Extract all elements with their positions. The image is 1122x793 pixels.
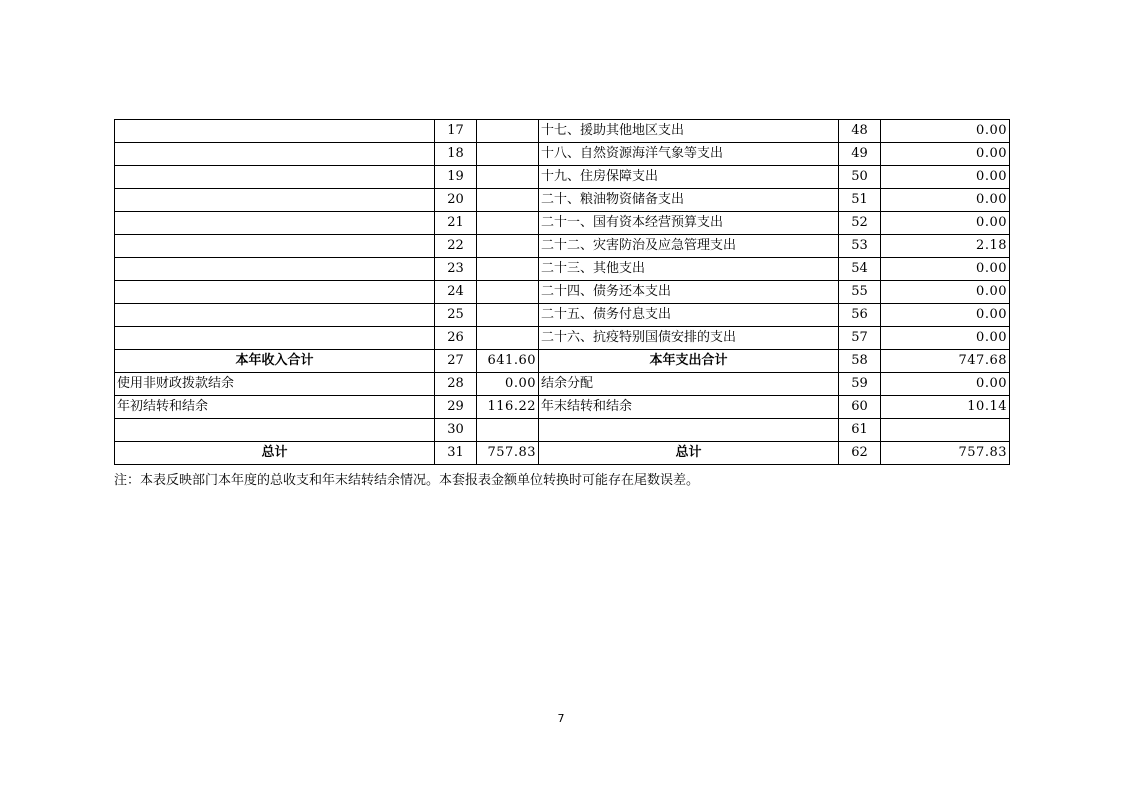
table-row [115, 373, 1010, 396]
income-line-number-cell: 26 [435, 327, 477, 350]
table-row [115, 442, 1010, 465]
table-row [115, 258, 1010, 281]
expense-line-number-cell: 51 [839, 189, 881, 212]
income-item-cell [115, 235, 435, 258]
income-line-number-cell: 30 [435, 419, 477, 442]
expense-amount-cell: 0.00 [881, 189, 1010, 212]
income-line-number-cell: 18 [435, 143, 477, 166]
expense-item-cell: 十七、援助其他地区支出 [539, 120, 839, 143]
expense-item-cell: 二十六、抗疫特别国债安排的支出 [539, 327, 839, 350]
expense-line-number-cell: 52 [839, 212, 881, 235]
income-line-number-cell: 17 [435, 120, 477, 143]
income-amount-cell [477, 304, 539, 327]
expense-item-cell: 二十、粮油物资储备支出 [539, 189, 839, 212]
expense-line-number-cell: 55 [839, 281, 881, 304]
expense-line-number-cell: 62 [839, 442, 881, 465]
expense-line-number-cell: 59 [839, 373, 881, 396]
income-item-cell [115, 189, 435, 212]
expense-amount-cell: 0.00 [881, 120, 1010, 143]
expense-line-number-cell: 54 [839, 258, 881, 281]
expense-line-number-cell: 60 [839, 396, 881, 419]
income-item-cell [115, 212, 435, 235]
expense-item-cell [539, 419, 839, 442]
table-row [115, 327, 1010, 350]
income-amount-cell [477, 212, 539, 235]
income-amount-cell [477, 166, 539, 189]
expense-amount-cell: 0.00 [881, 327, 1010, 350]
income-item-cell [115, 419, 435, 442]
table-row [115, 350, 1010, 373]
expense-line-number-cell: 56 [839, 304, 881, 327]
table-row [115, 166, 1010, 189]
expense-line-number-cell: 50 [839, 166, 881, 189]
income-item-cell [115, 304, 435, 327]
income-line-number-cell: 25 [435, 304, 477, 327]
expense-item-cell: 二十四、债务还本支出 [539, 281, 839, 304]
income-amount-cell [477, 327, 539, 350]
income-line-number-cell: 24 [435, 281, 477, 304]
income-line-number-cell: 31 [435, 442, 477, 465]
expense-item-cell: 二十五、债务付息支出 [539, 304, 839, 327]
income-line-number-cell: 19 [435, 166, 477, 189]
income-item-cell [115, 258, 435, 281]
income-line-number-cell: 23 [435, 258, 477, 281]
expense-amount-cell: 0.00 [881, 281, 1010, 304]
expense-amount-cell: 0.00 [881, 304, 1010, 327]
table-row [115, 212, 1010, 235]
income-amount-cell: 757.83 [477, 442, 539, 465]
expense-line-number-cell: 57 [839, 327, 881, 350]
income-amount-cell [477, 189, 539, 212]
expense-line-number-cell: 53 [839, 235, 881, 258]
income-amount-cell [477, 419, 539, 442]
expense-amount-cell: 2.18 [881, 235, 1010, 258]
expense-item-cell: 总计 [539, 442, 839, 465]
income-amount-cell: 116.22 [477, 396, 539, 419]
table-row [115, 304, 1010, 327]
income-item-cell: 总计 [115, 442, 435, 465]
expense-line-number-cell: 49 [839, 143, 881, 166]
table-row [115, 396, 1010, 419]
income-line-number-cell: 28 [435, 373, 477, 396]
expense-line-number-cell: 61 [839, 419, 881, 442]
table-row [115, 281, 1010, 304]
income-amount-cell: 0.00 [477, 373, 539, 396]
income-amount-cell [477, 120, 539, 143]
expense-amount-cell: 747.68 [881, 350, 1010, 373]
expense-item-cell: 年末结转和结余 [539, 396, 839, 419]
income-item-cell: 使用非财政拨款结余 [115, 373, 435, 396]
income-line-number-cell: 20 [435, 189, 477, 212]
expense-line-number-cell: 58 [839, 350, 881, 373]
expense-item-cell: 十八、自然资源海洋气象等支出 [539, 143, 839, 166]
income-line-number-cell: 29 [435, 396, 477, 419]
expense-item-cell: 二十一、国有资本经营预算支出 [539, 212, 839, 235]
expense-amount-cell [881, 419, 1010, 442]
expense-item-cell: 十九、住房保障支出 [539, 166, 839, 189]
budget-summary-table [114, 119, 1010, 465]
table-row [115, 189, 1010, 212]
table-body [115, 120, 1010, 465]
income-item-cell [115, 281, 435, 304]
table-footnote: 注：本表反映部门本年度的总收支和年末结转结余情况。本套报表金额单位转换时可能存在尾数误差。 [114, 473, 700, 488]
expense-amount-cell: 757.83 [881, 442, 1010, 465]
expense-item-cell: 二十三、其他支出 [539, 258, 839, 281]
expense-amount-cell: 0.00 [881, 143, 1010, 166]
expense-line-number-cell: 48 [839, 120, 881, 143]
table-row [115, 143, 1010, 166]
expense-amount-cell: 0.00 [881, 166, 1010, 189]
page-number: 7 [557, 712, 565, 725]
income-item-cell [115, 327, 435, 350]
income-amount-cell [477, 258, 539, 281]
table-row [115, 120, 1010, 143]
income-item-cell [115, 143, 435, 166]
table-row [115, 419, 1010, 442]
expense-amount-cell: 0.00 [881, 373, 1010, 396]
income-amount-cell [477, 281, 539, 304]
expense-item-cell: 二十二、灾害防治及应急管理支出 [539, 235, 839, 258]
income-item-cell: 本年收入合计 [115, 350, 435, 373]
expense-item-cell: 结余分配 [539, 373, 839, 396]
income-amount-cell: 641.60 [477, 350, 539, 373]
income-item-cell [115, 166, 435, 189]
income-item-cell: 年初结转和结余 [115, 396, 435, 419]
income-amount-cell [477, 235, 539, 258]
income-line-number-cell: 22 [435, 235, 477, 258]
expense-amount-cell: 0.00 [881, 258, 1010, 281]
table-row [115, 235, 1010, 258]
expense-amount-cell: 0.00 [881, 212, 1010, 235]
income-line-number-cell: 21 [435, 212, 477, 235]
income-item-cell [115, 120, 435, 143]
income-amount-cell [477, 143, 539, 166]
income-line-number-cell: 27 [435, 350, 477, 373]
expense-item-cell: 本年支出合计 [539, 350, 839, 373]
expense-amount-cell: 10.14 [881, 396, 1010, 419]
